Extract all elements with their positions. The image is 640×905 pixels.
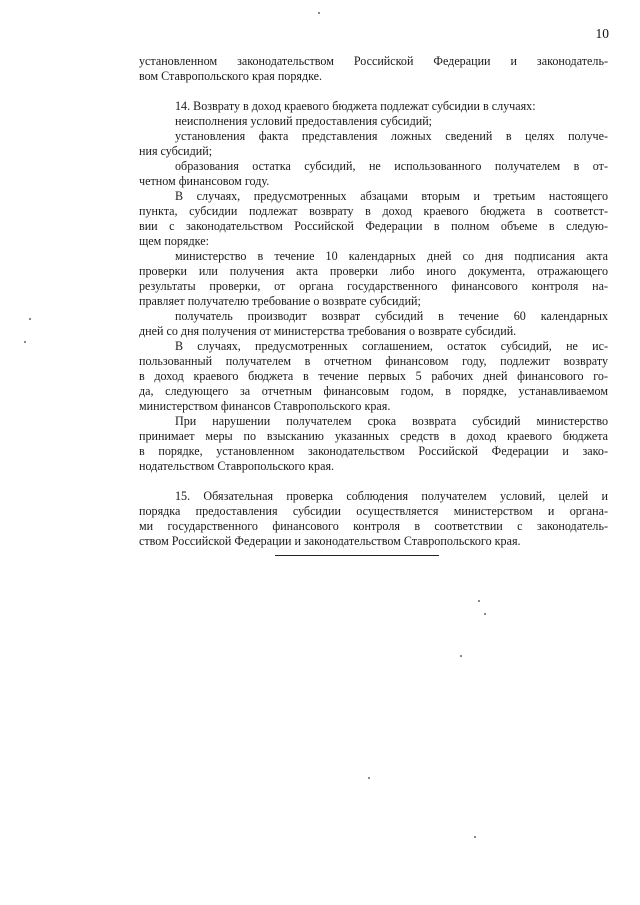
text-line: 14. Возврату в доход краевого бюджета подлежат субсидии в случаях: <box>175 99 536 113</box>
text-line: принимает меры по взысканию указанных средств в доход краевого бюджета <box>139 429 608 443</box>
text-line: нодательством Ставропольского края. <box>139 459 335 473</box>
text-line: в доход краевого бюджета в течение первых 5 рабочих дней финансового го- <box>139 369 608 383</box>
scan-speck <box>24 341 26 343</box>
scan-speck <box>478 600 480 602</box>
text-line: образования остатка субсидий, не использованного получателем в от- <box>175 159 608 173</box>
scan-speck <box>474 836 476 838</box>
text-line: порядка предоставления субсидии осуществляется министерством и органа- <box>139 504 608 518</box>
text-line: результаты проверки, от органа государственного финансового контроля на- <box>139 279 608 293</box>
page-number: 10 <box>595 26 609 41</box>
text-line: установления факта представления ложных сведений в целях получе- <box>175 129 608 143</box>
scan-speck <box>318 12 320 14</box>
scan-speck <box>484 613 486 615</box>
text-line: четном финансовом году. <box>139 174 270 188</box>
text-line: получатель производит возврат субсидий в течение 60 календарных <box>175 309 608 323</box>
text-line: ми государственного финансового контроля в соответствии с законодатель- <box>139 519 608 533</box>
text-line: ния субсидий; <box>139 144 213 158</box>
scan-speck <box>29 318 31 320</box>
text-line: В случаях, предусмотренных соглашением, остаток субсидий, не ис- <box>175 339 608 353</box>
text-line: вом Ставропольского края порядке. <box>139 69 323 83</box>
text-line: вии с законодательством Российской Федерации в полном объеме в следую- <box>139 219 608 233</box>
text-line: При нарушении получателем срока возврата субсидий министерство <box>175 414 608 428</box>
text-line: пользованный получателем в отчетном финансовом году, подлежит возврату <box>139 354 608 368</box>
text-line: неисполнения условий предоставления субсидий; <box>175 114 433 128</box>
text-line: дней со дня получения от министерства требования о возврате субсидий. <box>139 324 517 338</box>
text-line: В случаях, предусмотренных абзацами вторым и третьим настоящего <box>175 189 608 203</box>
text-line: щем порядке: <box>139 234 209 248</box>
text-line: министерством финансов Ставропольского края. <box>139 399 391 413</box>
text-line: проверки или получения акта проверки либо иного документа, отражающего <box>139 264 608 278</box>
scan-speck <box>460 655 462 657</box>
text-line: министерство в течение 10 календарных дней со дня подписания акта <box>175 249 608 263</box>
text-line: 15. Обязательная проверка соблюдения получателем условий, целей и <box>175 489 608 503</box>
scan-speck <box>368 777 370 779</box>
text-line: правляет получателю требование о возврате субсидий; <box>139 294 421 308</box>
closing-divider <box>275 555 439 556</box>
text-line: да, следующего за отчетным финансовым годом, в порядке, устанавливаемом <box>139 384 608 398</box>
text-line: ством Российской Федерации и законодательством Ставропольского края. <box>139 534 521 548</box>
text-line: пункта, субсидии подлежат возврату в доход краевого бюджета в соответст- <box>139 204 608 218</box>
text-line: в порядке, установленном законодательством Российской Федерации и зако- <box>139 444 608 458</box>
text-line: установленном законодательством Российской Федерации и законодатель- <box>139 54 608 68</box>
